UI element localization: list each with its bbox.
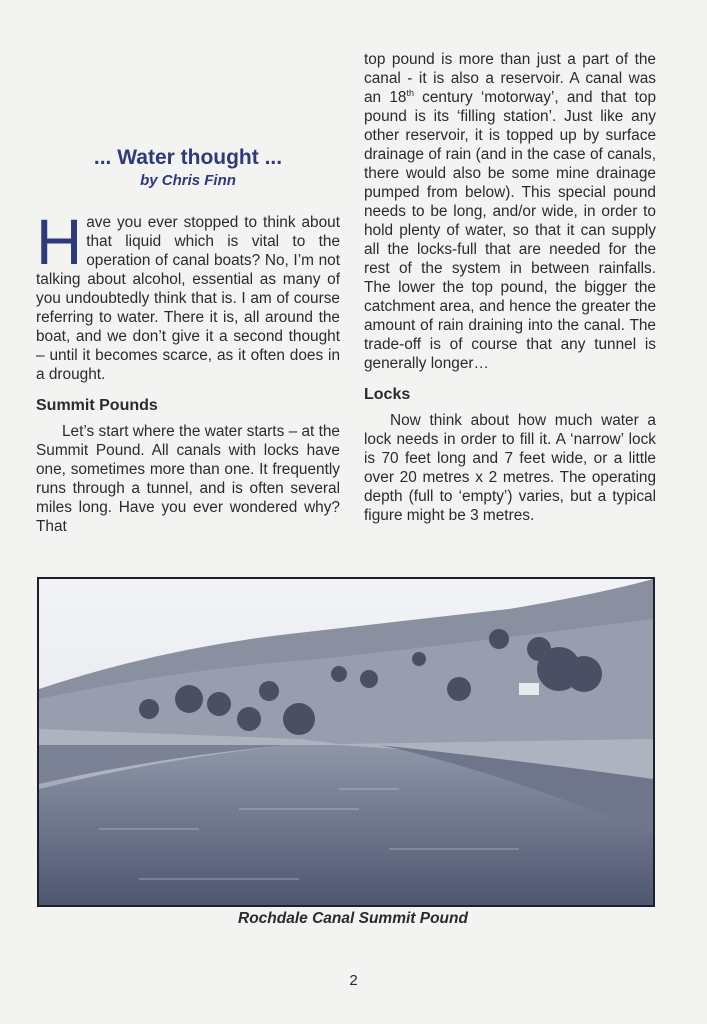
- locks-heading: Locks: [364, 386, 411, 403]
- drop-cap: H: [36, 206, 83, 278]
- summit-pounds-heading: Summit Pounds: [36, 397, 158, 414]
- reservoir-text-b: century ‘motorway’, and that top pound is its ‘filling station’. Just like any other reservoir, it is topped up by surface drainage of rain (and in the case of canals, there would also be some mine drainage pumped from below). This special pound needs to be long, and/or wide, in order to hold plenty of water, so that it can supply all the locks-full that are needed for the rest of the system in between rainfalls. The lower the top pound, the bigger the catchment area, and hence the greater the amount of rain draining into the canal. The trade-off is of course that any tunnel is generally longer…: [364, 89, 657, 372]
- locks-paragraph: Now think about how much water a lock needs in order to fill it. A ‘narrow’ lock is 70 feet long and 7 feet wide, or a little over 20 metres x 2 metres. The operating depth (full to ‘empty’) varies, but a typical figure might be 3 metres.: [364, 412, 656, 524]
- photo-caption: Rochdale Canal Summit Pound: [238, 910, 468, 927]
- superscript-th: th: [406, 87, 414, 98]
- canal-photo: [37, 577, 655, 907]
- page-number: 2: [349, 972, 358, 989]
- article-byline: by Chris Finn: [140, 172, 236, 189]
- canal-landscape-image: [39, 579, 653, 905]
- summit-pounds-paragraph: Let’s start where the water starts – at the Summit Pound. All canals with locks have one, sometimes more than one. It frequently runs through a tunnel, and is often several miles long. Have you ever wondered why? That: [36, 423, 340, 535]
- reservoir-text-a: top pound is more than just a part of the canal - it is also a reservoir. A canal was an 18: [364, 51, 656, 106]
- intro-text: ave you ever stopped to think about that liquid which is vital to the operation of canal boats? No, I’m not talking about alcohol, essential as many of you undoubtedly think that is. I am of course referring to water. There it is, all around the boat, and we don’t give it a second thought – until it becomes scarce, as it often does in a drought.: [36, 214, 340, 383]
- intro-paragraph: [36, 206, 340, 384]
- article-title: ... Water thought ...: [93, 146, 283, 169]
- right-column: [364, 50, 656, 525]
- reservoir-paragraph: [364, 50, 656, 373]
- left-column: [36, 145, 340, 536]
